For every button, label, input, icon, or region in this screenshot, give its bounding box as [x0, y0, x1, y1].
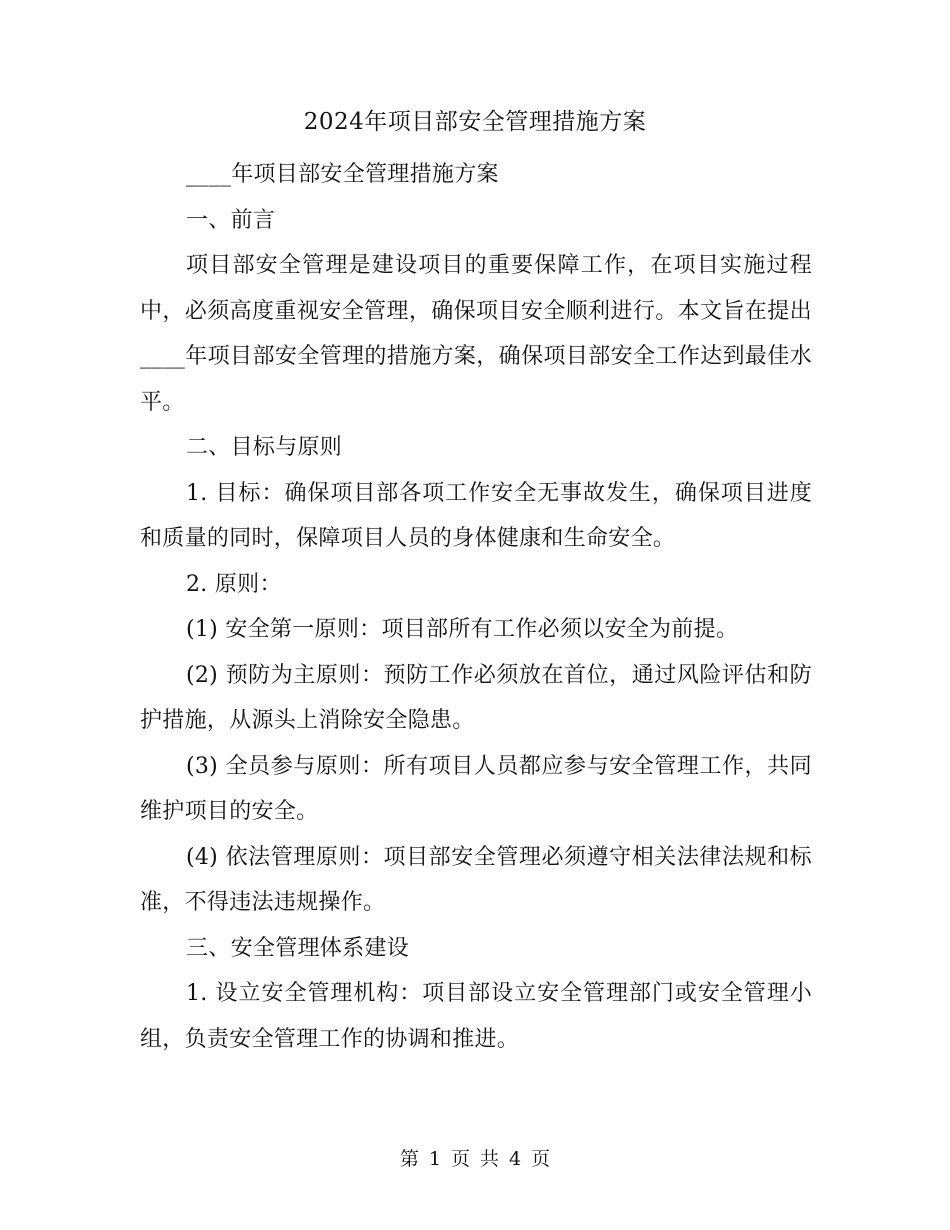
section-heading-goals: 二、目标与原则: [186, 435, 343, 460]
goal-paragraph: 1. 目标：确保项目部各项工作安全无事故发生，确保项目进度和质量的同时，保障项目人员的身体健康和生命安全。: [140, 480, 812, 551]
section-heading-preface: 一、前言: [186, 207, 276, 233]
subtitle-paragraph: ____年项目部安全管理措施方案: [186, 162, 499, 187]
page-number-footer: 第 1 页 共 4 页: [399, 1148, 551, 1170]
document-body: [140, 152, 812, 1062]
principle-item: (4) 依法管理原则：项目部安全管理必须遵守相关法律法规和标准，不得违法违规操作。: [140, 844, 812, 915]
principle-item: (1) 安全第一原则：项目部所有工作必须以安全为前提。: [186, 617, 739, 642]
system-item: 1. 设立安全管理机构：项目部设立安全管理部门或安全管理小组，负责安全管理工作的协调和推进。: [140, 981, 812, 1052]
principle-item: (3) 全员参与原则：所有项目人员都应参与安全管理工作，共同维护项目的安全。: [140, 753, 812, 824]
principles-heading: 2. 原则：: [186, 571, 282, 597]
section-heading-system: 三、安全管理体系建设: [186, 935, 410, 961]
preface-paragraph: 项目部安全管理是建设项目的重要保障工作，在项目实施过程中，必须高度重视安全管理，确保项目安全顺利进行。本文旨在提出____年项目部安全管理的措施方案，确保项目部安全工作达到最佳水平。: [140, 253, 812, 415]
document-title: 2024年项目部安全管理措施方案: [303, 109, 647, 135]
principle-item: (2) 预防为主原则：预防工作必须放在首位，通过风险评估和防护措施，从源头上消除安全隐患。: [140, 662, 812, 733]
